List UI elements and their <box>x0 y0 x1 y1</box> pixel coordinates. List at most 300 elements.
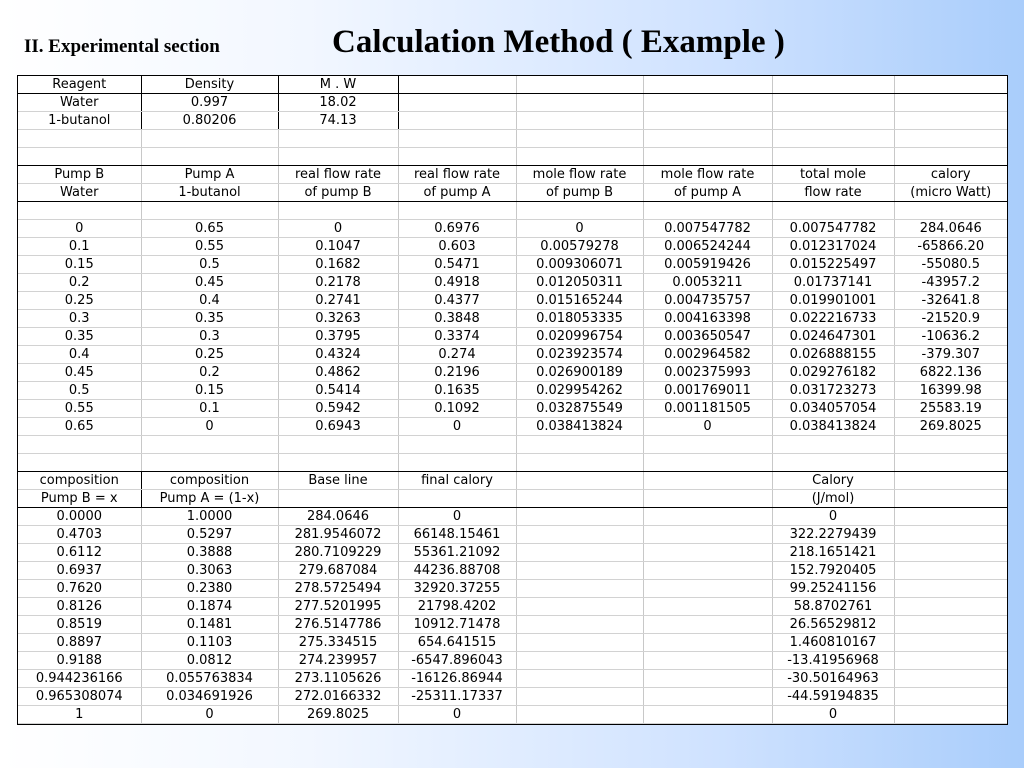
table-cell <box>18 454 141 472</box>
table-cell: 0.3063 <box>141 562 278 580</box>
table-cell: 274.239957 <box>278 652 398 670</box>
table-cell: 0.3263 <box>278 310 398 328</box>
table-cell <box>516 490 643 508</box>
table-cell: 0.5942 <box>278 400 398 418</box>
table-cell: 0.4862 <box>278 364 398 382</box>
table-cell <box>516 112 643 130</box>
table-cell: 0.002964582 <box>643 346 772 364</box>
table-cell: -43957.2 <box>894 274 1007 292</box>
table-cell: 0.026900189 <box>516 364 643 382</box>
table-cell: 0.1481 <box>141 616 278 634</box>
table-cell <box>894 436 1007 454</box>
table-cell <box>643 562 772 580</box>
table-cell: 273.1105626 <box>278 670 398 688</box>
table-cell: 0.1 <box>141 400 278 418</box>
table-cell <box>398 454 516 472</box>
table-cell <box>18 148 141 166</box>
table-cell <box>516 598 643 616</box>
table-cell: 276.5147786 <box>278 616 398 634</box>
calory-row <box>18 688 1007 706</box>
table-cell: 0.0000 <box>18 508 141 526</box>
table-cell <box>643 436 772 454</box>
flow-row <box>18 418 1007 436</box>
table-cell: 0.45 <box>141 274 278 292</box>
table-cell: 26.56529812 <box>772 616 894 634</box>
table-cell: 0.004735757 <box>643 292 772 310</box>
flow-row <box>18 310 1007 328</box>
table-cell <box>643 76 772 94</box>
table-cell: 0.029954262 <box>516 382 643 400</box>
table-cell: 0.2178 <box>278 274 398 292</box>
table-cell: 0.024647301 <box>772 328 894 346</box>
table-cell: 0.015165244 <box>516 292 643 310</box>
table-cell <box>398 76 516 94</box>
table-cell: 0 <box>18 220 141 238</box>
table-cell <box>398 490 516 508</box>
table-cell: 55361.21092 <box>398 544 516 562</box>
calory-row <box>18 652 1007 670</box>
table-cell: 0.1103 <box>141 634 278 652</box>
table-cell: 0.1874 <box>141 598 278 616</box>
table-cell: 66148.15461 <box>398 526 516 544</box>
table-cell: mole flow rate <box>643 166 772 184</box>
table-cell: 0 <box>398 418 516 436</box>
table-cell: -379.307 <box>894 346 1007 364</box>
slide-title: Calculation Method ( Example ) <box>332 24 785 60</box>
table-cell: Reagent <box>18 76 141 94</box>
table-cell: 0.2 <box>141 364 278 382</box>
table-cell: 0 <box>772 508 894 526</box>
table-cell <box>278 202 398 220</box>
table-cell: 0.038413824 <box>772 418 894 436</box>
table-cell <box>141 130 278 148</box>
table-cell: 0.002375993 <box>643 364 772 382</box>
table-cell: 281.9546072 <box>278 526 398 544</box>
table-cell: -55080.5 <box>894 256 1007 274</box>
table-cell: 0 <box>643 418 772 436</box>
table-cell <box>398 148 516 166</box>
table-cell <box>516 130 643 148</box>
table-cell: 0.1047 <box>278 238 398 256</box>
empty-row <box>18 454 1007 472</box>
table-cell <box>398 202 516 220</box>
table-cell: 0.997 <box>141 94 278 112</box>
calculation-table <box>18 76 1007 724</box>
table-cell: 0.8519 <box>18 616 141 634</box>
table-cell: -44.59194835 <box>772 688 894 706</box>
table-cell: 0.55 <box>141 238 278 256</box>
table-cell <box>643 472 772 490</box>
table-cell: 0.4377 <box>398 292 516 310</box>
table-cell <box>643 580 772 598</box>
table-cell: 0.012317024 <box>772 238 894 256</box>
table-cell <box>643 130 772 148</box>
table-cell <box>772 454 894 472</box>
table-cell <box>516 94 643 112</box>
table-cell: 0.7620 <box>18 580 141 598</box>
table-cell: 218.1651421 <box>772 544 894 562</box>
table-cell <box>894 454 1007 472</box>
table-cell: 1 <box>18 706 141 724</box>
table-cell: 269.8025 <box>894 418 1007 436</box>
table-cell <box>398 94 516 112</box>
table-cell: 0.35 <box>18 328 141 346</box>
table-cell: 279.687084 <box>278 562 398 580</box>
table-cell <box>894 706 1007 724</box>
table-cell: 0.274 <box>398 346 516 364</box>
table-cell: 0.1635 <box>398 382 516 400</box>
table-cell: 0.005919426 <box>643 256 772 274</box>
table-cell <box>516 526 643 544</box>
calory-row <box>18 634 1007 652</box>
table-cell: -65866.20 <box>894 238 1007 256</box>
table-cell: 0.55 <box>18 400 141 418</box>
table-cell: 0.8897 <box>18 634 141 652</box>
calory-row <box>18 562 1007 580</box>
table-cell <box>772 112 894 130</box>
table-cell: 0.0053211 <box>643 274 772 292</box>
table-cell: calory <box>894 166 1007 184</box>
table-cell: 0.603 <box>398 238 516 256</box>
table-cell: 0.6112 <box>18 544 141 562</box>
table-cell: 0.5297 <box>141 526 278 544</box>
table-cell: 0.65 <box>18 418 141 436</box>
table-cell: 0.6976 <box>398 220 516 238</box>
empty-row <box>18 202 1007 220</box>
table-cell <box>643 670 772 688</box>
table-cell: 0.3 <box>18 310 141 328</box>
table-cell: Water <box>18 184 141 202</box>
table-cell: 0 <box>141 418 278 436</box>
table-cell: 0.01737141 <box>772 274 894 292</box>
table-cell: 0.3848 <box>398 310 516 328</box>
table-cell: M . W <box>278 76 398 94</box>
table-cell <box>643 148 772 166</box>
flow-row <box>18 382 1007 400</box>
table-cell <box>894 76 1007 94</box>
table-cell: 0.65 <box>141 220 278 238</box>
table-cell: 0.3888 <box>141 544 278 562</box>
table-cell: 0.5 <box>18 382 141 400</box>
table-cell <box>141 148 278 166</box>
table-cell: 0.2196 <box>398 364 516 382</box>
calory-row <box>18 508 1007 526</box>
table-cell: of pump A <box>398 184 516 202</box>
table-cell: 0.2380 <box>141 580 278 598</box>
table-cell <box>894 148 1007 166</box>
table-cell: (J/mol) <box>772 490 894 508</box>
table-cell: 284.0646 <box>894 220 1007 238</box>
table-cell: 0.034691926 <box>141 688 278 706</box>
table-cell <box>516 634 643 652</box>
calory-row <box>18 670 1007 688</box>
table-cell: 0.25 <box>141 346 278 364</box>
table-cell: 280.7109229 <box>278 544 398 562</box>
table-cell: 0 <box>398 508 516 526</box>
table-cell <box>894 472 1007 490</box>
table-cell: 0.35 <box>141 310 278 328</box>
table-cell: (micro Watt) <box>894 184 1007 202</box>
table-cell <box>643 112 772 130</box>
table-cell: 0.003650547 <box>643 328 772 346</box>
table-cell: 10912.71478 <box>398 616 516 634</box>
table-cell <box>278 148 398 166</box>
table-cell <box>894 652 1007 670</box>
table-cell <box>516 580 643 598</box>
table-cell: 16399.98 <box>894 382 1007 400</box>
table-cell: 0.009306071 <box>516 256 643 274</box>
empty-row <box>18 130 1007 148</box>
table-cell <box>398 130 516 148</box>
table-cell <box>894 562 1007 580</box>
table-cell: composition <box>18 472 141 490</box>
table-cell <box>516 688 643 706</box>
table-cell: 99.25241156 <box>772 580 894 598</box>
table-cell <box>278 436 398 454</box>
table-cell <box>894 688 1007 706</box>
table-cell: -6547.896043 <box>398 652 516 670</box>
table-cell <box>643 526 772 544</box>
table-cell <box>278 454 398 472</box>
table-cell <box>894 580 1007 598</box>
table-cell: 0.031723273 <box>772 382 894 400</box>
calory-row <box>18 598 1007 616</box>
table-cell: of pump A <box>643 184 772 202</box>
table-cell: 0.3374 <box>398 328 516 346</box>
table-cell <box>141 436 278 454</box>
table-cell <box>894 94 1007 112</box>
table-cell <box>516 562 643 580</box>
table-cell <box>516 454 643 472</box>
table-cell: 654.641515 <box>398 634 516 652</box>
table-cell: 0 <box>516 220 643 238</box>
table-cell <box>516 616 643 634</box>
table-cell: 18.02 <box>278 94 398 112</box>
empty-row <box>18 148 1007 166</box>
table-cell <box>894 598 1007 616</box>
table-cell <box>894 544 1007 562</box>
table-cell <box>643 544 772 562</box>
section-heading: II. Experimental section <box>24 36 220 57</box>
reagent-header-row <box>18 76 1007 94</box>
table-cell <box>643 616 772 634</box>
table-cell: 0.012050311 <box>516 274 643 292</box>
table-cell: 0.1092 <box>398 400 516 418</box>
table-cell <box>894 634 1007 652</box>
table-cell: 0.0812 <box>141 652 278 670</box>
calory-header-row <box>18 490 1007 508</box>
table-cell: 0.80206 <box>141 112 278 130</box>
table-cell: -10636.2 <box>894 328 1007 346</box>
empty-row <box>18 436 1007 454</box>
table-cell: 0.007547782 <box>772 220 894 238</box>
table-cell <box>772 94 894 112</box>
calory-header-row <box>18 472 1007 490</box>
table-cell <box>894 130 1007 148</box>
table-cell: 0.4 <box>141 292 278 310</box>
table-cell <box>398 112 516 130</box>
table-cell: Pump A = (1-x) <box>141 490 278 508</box>
table-cell: 0.965308074 <box>18 688 141 706</box>
table-cell: 275.334515 <box>278 634 398 652</box>
table-cell: 0.038413824 <box>516 418 643 436</box>
table-cell: 0.4918 <box>398 274 516 292</box>
table-cell: 0.006524244 <box>643 238 772 256</box>
table-cell <box>643 94 772 112</box>
table-cell: 0.1 <box>18 238 141 256</box>
table-cell <box>643 634 772 652</box>
table-cell: Pump A <box>141 166 278 184</box>
table-cell <box>516 508 643 526</box>
table-cell <box>278 130 398 148</box>
table-cell <box>643 454 772 472</box>
table-cell <box>643 202 772 220</box>
table-cell <box>516 148 643 166</box>
table-cell <box>643 598 772 616</box>
table-cell: 0.4324 <box>278 346 398 364</box>
table-cell: 0.5471 <box>398 256 516 274</box>
calory-row <box>18 580 1007 598</box>
table-cell: of pump B <box>516 184 643 202</box>
table-cell: 21798.4202 <box>398 598 516 616</box>
table-cell: 0.023923574 <box>516 346 643 364</box>
table-cell <box>894 670 1007 688</box>
table-cell: Base line <box>278 472 398 490</box>
table-cell <box>516 544 643 562</box>
calory-row <box>18 544 1007 562</box>
table-cell: 0.8126 <box>18 598 141 616</box>
table-cell: 0.3 <box>141 328 278 346</box>
table-cell: 0 <box>772 706 894 724</box>
table-cell: 1.460810167 <box>772 634 894 652</box>
table-cell: 0 <box>141 706 278 724</box>
table-cell <box>278 490 398 508</box>
table-cell <box>643 652 772 670</box>
table-cell: -13.41956968 <box>772 652 894 670</box>
table-cell <box>516 706 643 724</box>
table-cell <box>18 436 141 454</box>
table-cell: 0.2741 <box>278 292 398 310</box>
flow-row <box>18 400 1007 418</box>
reagent-row <box>18 94 1007 112</box>
table-cell: 1.0000 <box>141 508 278 526</box>
table-cell <box>894 490 1007 508</box>
table-cell: 0.15 <box>141 382 278 400</box>
table-cell <box>772 202 894 220</box>
table-cell: 277.5201995 <box>278 598 398 616</box>
table-cell: of pump B <box>278 184 398 202</box>
table-cell: 58.8702761 <box>772 598 894 616</box>
table-cell: real flow rate <box>398 166 516 184</box>
table-cell: 0.1682 <box>278 256 398 274</box>
table-cell <box>772 148 894 166</box>
table-cell: total mole <box>772 166 894 184</box>
table-cell: composition <box>141 472 278 490</box>
table-cell: 0.034057054 <box>772 400 894 418</box>
table-cell: 0.3795 <box>278 328 398 346</box>
table-cell: 0.029276182 <box>772 364 894 382</box>
table-cell <box>894 202 1007 220</box>
table-cell <box>516 76 643 94</box>
table-cell: 0.2 <box>18 274 141 292</box>
calory-row <box>18 616 1007 634</box>
table-cell <box>643 706 772 724</box>
flow-header-row <box>18 166 1007 184</box>
table-cell: final calory <box>398 472 516 490</box>
table-cell: 0.5 <box>141 256 278 274</box>
table-cell: 0.001769011 <box>643 382 772 400</box>
table-cell: 284.0646 <box>278 508 398 526</box>
flow-row <box>18 292 1007 310</box>
spreadsheet <box>17 75 1008 725</box>
table-cell: Density <box>141 76 278 94</box>
table-cell <box>141 202 278 220</box>
flow-row <box>18 364 1007 382</box>
table-cell: 322.2279439 <box>772 526 894 544</box>
table-cell: flow rate <box>772 184 894 202</box>
table-cell: mole flow rate <box>516 166 643 184</box>
table-cell <box>772 76 894 94</box>
table-cell <box>18 130 141 148</box>
flow-row <box>18 346 1007 364</box>
table-cell: 0.026888155 <box>772 346 894 364</box>
flow-row <box>18 238 1007 256</box>
table-cell: 0.9188 <box>18 652 141 670</box>
table-cell: 0.4 <box>18 346 141 364</box>
table-cell <box>894 508 1007 526</box>
table-cell: 278.5725494 <box>278 580 398 598</box>
table-cell: 0.004163398 <box>643 310 772 328</box>
table-cell: 1-butanol <box>141 184 278 202</box>
table-cell: 0.6937 <box>18 562 141 580</box>
table-cell: 74.13 <box>278 112 398 130</box>
table-cell: 0.00579278 <box>516 238 643 256</box>
table-cell: 0.007547782 <box>643 220 772 238</box>
table-cell: real flow rate <box>278 166 398 184</box>
table-cell: -25311.17337 <box>398 688 516 706</box>
calory-row <box>18 706 1007 724</box>
table-cell: 0 <box>398 706 516 724</box>
table-cell <box>398 436 516 454</box>
flow-row <box>18 274 1007 292</box>
table-cell: 0.45 <box>18 364 141 382</box>
table-cell <box>894 112 1007 130</box>
reagent-row <box>18 112 1007 130</box>
table-cell <box>643 508 772 526</box>
table-cell <box>516 472 643 490</box>
table-cell: 0.944236166 <box>18 670 141 688</box>
flow-row <box>18 220 1007 238</box>
table-cell: 1-butanol <box>18 112 141 130</box>
table-cell: 0.015225497 <box>772 256 894 274</box>
table-cell: Calory <box>772 472 894 490</box>
calory-row <box>18 526 1007 544</box>
table-cell: 0.25 <box>18 292 141 310</box>
table-cell: 0.5414 <box>278 382 398 400</box>
table-cell: 0.019901001 <box>772 292 894 310</box>
flow-row <box>18 328 1007 346</box>
table-cell: 152.7920405 <box>772 562 894 580</box>
table-cell: 44236.88708 <box>398 562 516 580</box>
table-cell <box>516 652 643 670</box>
table-cell <box>643 490 772 508</box>
table-cell: 6822.136 <box>894 364 1007 382</box>
table-cell: 0.018053335 <box>516 310 643 328</box>
table-cell <box>643 688 772 706</box>
table-cell: 0.15 <box>18 256 141 274</box>
table-cell: -30.50164963 <box>772 670 894 688</box>
table-cell: Pump B = x <box>18 490 141 508</box>
